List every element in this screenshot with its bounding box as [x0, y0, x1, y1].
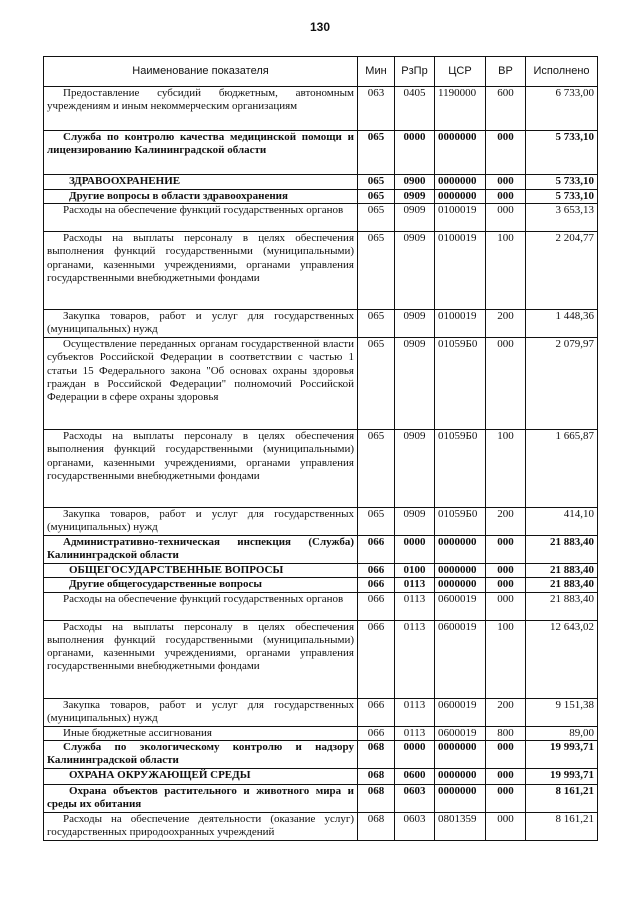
cell-amount: 3 653,13 [526, 204, 598, 232]
cell-min: 065 [358, 430, 395, 508]
table-row [44, 768, 598, 784]
table-row [44, 310, 598, 338]
cell-min: 065 [358, 204, 395, 232]
cell-min: 066 [358, 564, 395, 578]
cell-name: Служба по экологическому контролю и надзору Калининградской области [44, 740, 358, 768]
cell-name: Административно-техническая инспекция (Служба) Калининградской области [44, 536, 358, 564]
cell-amount: 12 643,02 [526, 620, 598, 698]
budget-execution-table [43, 56, 598, 841]
header-min: Мин [358, 57, 395, 87]
table-header-row [44, 57, 598, 87]
cell-vr: 100 [486, 620, 526, 698]
cell-csr: 0000000 [435, 190, 486, 204]
cell-vr: 100 [486, 430, 526, 508]
cell-rzpr: 0000 [395, 131, 435, 175]
cell-name: Охрана объектов растительного и животного мира и среды их обитания [44, 784, 358, 812]
cell-rzpr: 0113 [395, 578, 435, 592]
cell-vr: 000 [486, 812, 526, 840]
cell-name: Расходы на выплаты персоналу в целях обеспечения выполнения функций государственными (муниципальными) органами, казенными учреждениями, органами управления государственными внебюджетными фондами [44, 430, 358, 508]
cell-csr: 0000000 [435, 564, 486, 578]
table-row [44, 190, 598, 204]
cell-min: 065 [358, 508, 395, 536]
cell-min: 068 [358, 784, 395, 812]
header-csr: ЦСР [435, 57, 486, 87]
cell-rzpr: 0909 [395, 190, 435, 204]
table-row [44, 592, 598, 620]
cell-csr: 1190000 [435, 87, 486, 131]
table-row [44, 430, 598, 508]
cell-name: Закупка товаров, работ и услуг для государственных (муниципальных) нужд [44, 508, 358, 536]
table-row [44, 698, 598, 726]
cell-vr: 000 [486, 784, 526, 812]
cell-amount: 21 883,40 [526, 578, 598, 592]
cell-vr: 000 [486, 536, 526, 564]
cell-rzpr: 0909 [395, 338, 435, 430]
cell-amount: 21 883,40 [526, 536, 598, 564]
cell-name: Закупка товаров, работ и услуг для государственных (муниципальных) нужд [44, 310, 358, 338]
cell-name: Иные бюджетные ассигнования [44, 726, 358, 740]
cell-csr: 0000000 [435, 536, 486, 564]
table-row [44, 564, 598, 578]
cell-vr: 000 [486, 175, 526, 190]
table-row [44, 578, 598, 592]
cell-csr: 0100019 [435, 310, 486, 338]
table-row [44, 726, 598, 740]
cell-min: 066 [358, 536, 395, 564]
cell-amount: 2 204,77 [526, 232, 598, 310]
cell-min: 068 [358, 768, 395, 784]
table-row [44, 740, 598, 768]
cell-min: 068 [358, 740, 395, 768]
cell-min: 066 [358, 620, 395, 698]
table-row [44, 812, 598, 840]
cell-amount: 5 733,10 [526, 175, 598, 190]
table-row [44, 338, 598, 430]
cell-amount: 19 993,71 [526, 768, 598, 784]
table-row [44, 536, 598, 564]
cell-vr: 000 [486, 768, 526, 784]
cell-name: ЗДРАВООХРАНЕНИЕ [44, 175, 358, 190]
cell-csr: 0600019 [435, 620, 486, 698]
cell-min: 066 [358, 726, 395, 740]
cell-rzpr: 0113 [395, 698, 435, 726]
cell-min: 065 [358, 310, 395, 338]
table-row [44, 175, 598, 190]
cell-vr: 000 [486, 190, 526, 204]
cell-vr: 200 [486, 698, 526, 726]
cell-min: 063 [358, 87, 395, 131]
cell-vr: 000 [486, 131, 526, 175]
cell-name: Расходы на обеспечение функций государственных органов [44, 592, 358, 620]
table-row [44, 620, 598, 698]
cell-amount: 5 733,10 [526, 190, 598, 204]
cell-amount: 1 448,36 [526, 310, 598, 338]
table-row [44, 232, 598, 310]
cell-csr: 0600019 [435, 726, 486, 740]
cell-min: 065 [358, 232, 395, 310]
cell-min: 065 [358, 131, 395, 175]
cell-csr: 0801359 [435, 812, 486, 840]
cell-rzpr: 0113 [395, 726, 435, 740]
cell-csr: 0000000 [435, 175, 486, 190]
cell-name: Расходы на выплаты персоналу в целях обеспечения выполнения функций государственными (муниципальными) органами, казенными учреждениями, органами управления государственными внебюджетными фондами [44, 620, 358, 698]
header-name: Наименование показателя [44, 57, 358, 87]
cell-csr: 0100019 [435, 204, 486, 232]
table-row [44, 508, 598, 536]
cell-rzpr: 0603 [395, 812, 435, 840]
header-amount: Исполнено [526, 57, 598, 87]
cell-min: 066 [358, 592, 395, 620]
cell-rzpr: 0603 [395, 784, 435, 812]
cell-amount: 1 665,87 [526, 430, 598, 508]
cell-rzpr: 0113 [395, 592, 435, 620]
cell-rzpr: 0000 [395, 536, 435, 564]
cell-csr: 01059Б0 [435, 338, 486, 430]
cell-amount: 6 733,00 [526, 87, 598, 131]
cell-amount: 89,00 [526, 726, 598, 740]
cell-rzpr: 0909 [395, 310, 435, 338]
cell-amount: 19 993,71 [526, 740, 598, 768]
cell-name: Расходы на обеспечение функций государственных органов [44, 204, 358, 232]
cell-name: Осуществление переданных органам государственной власти субъектов Российской Федерации в соответствии с частью 1 статьи 15 Федерального закона "Об основах охраны здоровья граждан в Российской Федерации" полномочий Российской Федерации в сфере охраны здоровья [44, 338, 358, 430]
cell-min: 066 [358, 578, 395, 592]
cell-amount: 21 883,40 [526, 564, 598, 578]
cell-min: 066 [358, 698, 395, 726]
cell-rzpr: 0113 [395, 620, 435, 698]
cell-vr: 000 [486, 338, 526, 430]
cell-rzpr: 0909 [395, 232, 435, 310]
cell-vr: 600 [486, 87, 526, 131]
cell-rzpr: 0600 [395, 768, 435, 784]
header-rzpr: РзПр [395, 57, 435, 87]
cell-name: Служба по контролю качества медицинской помощи и лицензированию Калининградской области [44, 131, 358, 175]
cell-amount: 5 733,10 [526, 131, 598, 175]
cell-vr: 000 [486, 204, 526, 232]
cell-rzpr: 0909 [395, 204, 435, 232]
cell-amount: 8 161,21 [526, 784, 598, 812]
cell-name: Расходы на выплаты персоналу в целях обеспечения выполнения функций государственными (муниципальными) органами, казенными учреждениями, органами управления государственными внебюджетными фондами [44, 232, 358, 310]
cell-rzpr: 0405 [395, 87, 435, 131]
header-vr: ВР [486, 57, 526, 87]
cell-csr: 01059Б0 [435, 430, 486, 508]
cell-amount: 21 883,40 [526, 592, 598, 620]
table-row [44, 784, 598, 812]
cell-name: Расходы на обеспечение деятельности (оказание услуг) государственных природоохранных учреждений [44, 812, 358, 840]
cell-csr: 0000000 [435, 578, 486, 592]
cell-rzpr: 0909 [395, 508, 435, 536]
cell-amount: 8 161,21 [526, 812, 598, 840]
table-row [44, 87, 598, 131]
cell-rzpr: 0900 [395, 175, 435, 190]
cell-vr: 000 [486, 592, 526, 620]
cell-csr: 0000000 [435, 784, 486, 812]
cell-csr: 0000000 [435, 740, 486, 768]
cell-vr: 200 [486, 310, 526, 338]
cell-name: ОБЩЕГОСУДАРСТВЕННЫЕ ВОПРОСЫ [44, 564, 358, 578]
cell-min: 068 [358, 812, 395, 840]
cell-vr: 000 [486, 740, 526, 768]
cell-name: Другие общегосударственные вопросы [44, 578, 358, 592]
cell-name: Другие вопросы в области здравоохранения [44, 190, 358, 204]
cell-csr: 01059Б0 [435, 508, 486, 536]
cell-name: ОХРАНА ОКРУЖАЮЩЕЙ СРЕДЫ [44, 768, 358, 784]
cell-vr: 000 [486, 564, 526, 578]
cell-vr: 000 [486, 578, 526, 592]
cell-min: 065 [358, 338, 395, 430]
cell-vr: 200 [486, 508, 526, 536]
cell-min: 065 [358, 190, 395, 204]
page-number: 130 [309, 20, 331, 34]
cell-csr: 0000000 [435, 131, 486, 175]
cell-rzpr: 0000 [395, 740, 435, 768]
cell-amount: 9 151,38 [526, 698, 598, 726]
cell-vr: 100 [486, 232, 526, 310]
table-row [44, 204, 598, 232]
cell-csr: 0100019 [435, 232, 486, 310]
cell-name: Закупка товаров, работ и услуг для государственных (муниципальных) нужд [44, 698, 358, 726]
cell-csr: 0600019 [435, 698, 486, 726]
cell-min: 065 [358, 175, 395, 190]
cell-vr: 800 [486, 726, 526, 740]
cell-rzpr: 0909 [395, 430, 435, 508]
table-row [44, 131, 598, 175]
cell-amount: 414,10 [526, 508, 598, 536]
cell-csr: 0600019 [435, 592, 486, 620]
cell-name: Предоставление субсидий бюджетным, автономным учреждениям и иным некоммерческим организациям [44, 87, 358, 131]
cell-csr: 0000000 [435, 768, 486, 784]
cell-rzpr: 0100 [395, 564, 435, 578]
cell-amount: 2 079,97 [526, 338, 598, 430]
